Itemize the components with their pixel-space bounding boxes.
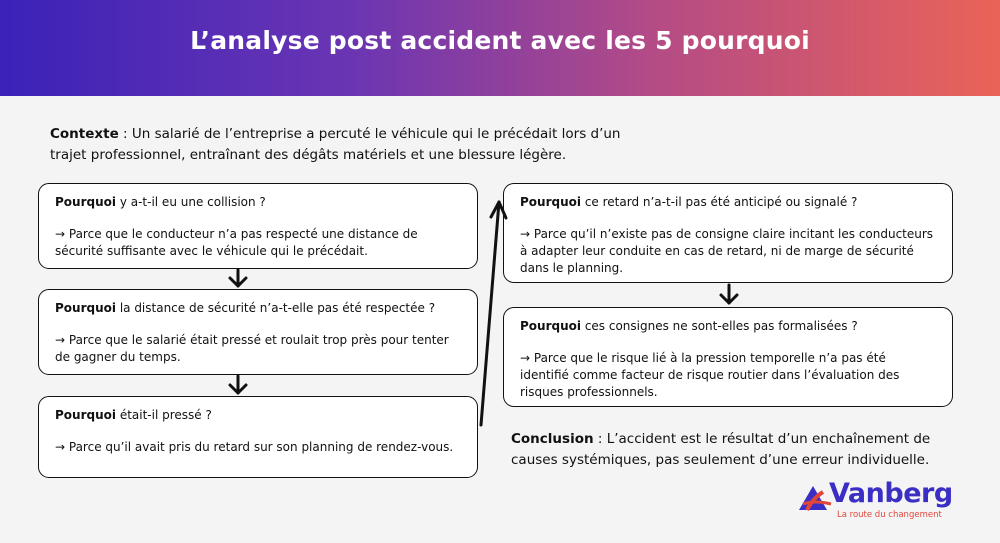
- why-question-3: Pourquoi était-il pressé ?: [55, 408, 212, 422]
- arrow-diagonal-up-icon: [481, 202, 506, 425]
- why-question-2: Pourquoi la distance de sécurité n’a-t-elle pas été respectée ?: [55, 301, 436, 315]
- why-keyword: Pourquoi: [55, 408, 116, 422]
- why-question-4: Pourquoi ce retard n’a-t-il pas été anticipé ou signalé ?: [520, 195, 858, 209]
- why-keyword: Pourquoi: [520, 195, 581, 209]
- conclusion-text: : L’accident est le résultat d’un enchaînement de causes systémiques, pas seulement d’une erreur individuelle.: [511, 431, 931, 468]
- why-answer-1: → Parce que le conducteur n’a pas respecté une distance de sécurité suffisante avec le véhicule qui le précédait.: [55, 227, 418, 258]
- why-question-5: Pourquoi ces consignes ne sont-elles pas formalisées ?: [520, 319, 858, 333]
- arrow-down-icon: [721, 285, 737, 303]
- vanberg-logo: [797, 478, 967, 522]
- why-question-1: Pourquoi y a-t-il eu une collision ?: [55, 195, 266, 209]
- logo-wordmark: Vanberg: [829, 478, 953, 509]
- arrow-down-icon: [230, 270, 246, 286]
- why-keyword: Pourquoi: [55, 301, 116, 315]
- why-keyword: Pourquoi: [520, 319, 581, 333]
- page-title: L’analyse post accident avec les 5 pourquoi: [190, 26, 810, 55]
- context-label: Contexte: [50, 126, 119, 142]
- conclusion-paragraph: [511, 429, 961, 471]
- why-answer-3: → Parce qu’il avait pris du retard sur son planning de rendez-vous.: [55, 440, 454, 454]
- why-keyword: Pourquoi: [55, 195, 116, 209]
- arrow-down-icon: [230, 376, 246, 393]
- conclusion-label: Conclusion: [511, 431, 594, 447]
- logo-tagline: La route du changement: [837, 510, 942, 520]
- why-answer-2: → Parce que le salarié était pressé et roulait trop près pour tenter de gagner du temps.: [55, 333, 449, 364]
- why-answer-4: → Parce qu’il n’existe pas de consigne claire incitant les conducteurs à adapter leur conduite en cas de retard, ni de marge de sécurité dans le planning.: [520, 227, 934, 275]
- context-text: : Un salarié de l’entreprise a percuté le véhicule qui le précédait lors d’un trajet professionnel, entraînant des dégâts matériels et une blessure légère.: [50, 126, 621, 163]
- why-answer-5: → Parce que le risque lié à la pression temporelle n’a pas été identifié comme facteur de risque routier dans l’évaluation des risques professionnels.: [520, 351, 900, 399]
